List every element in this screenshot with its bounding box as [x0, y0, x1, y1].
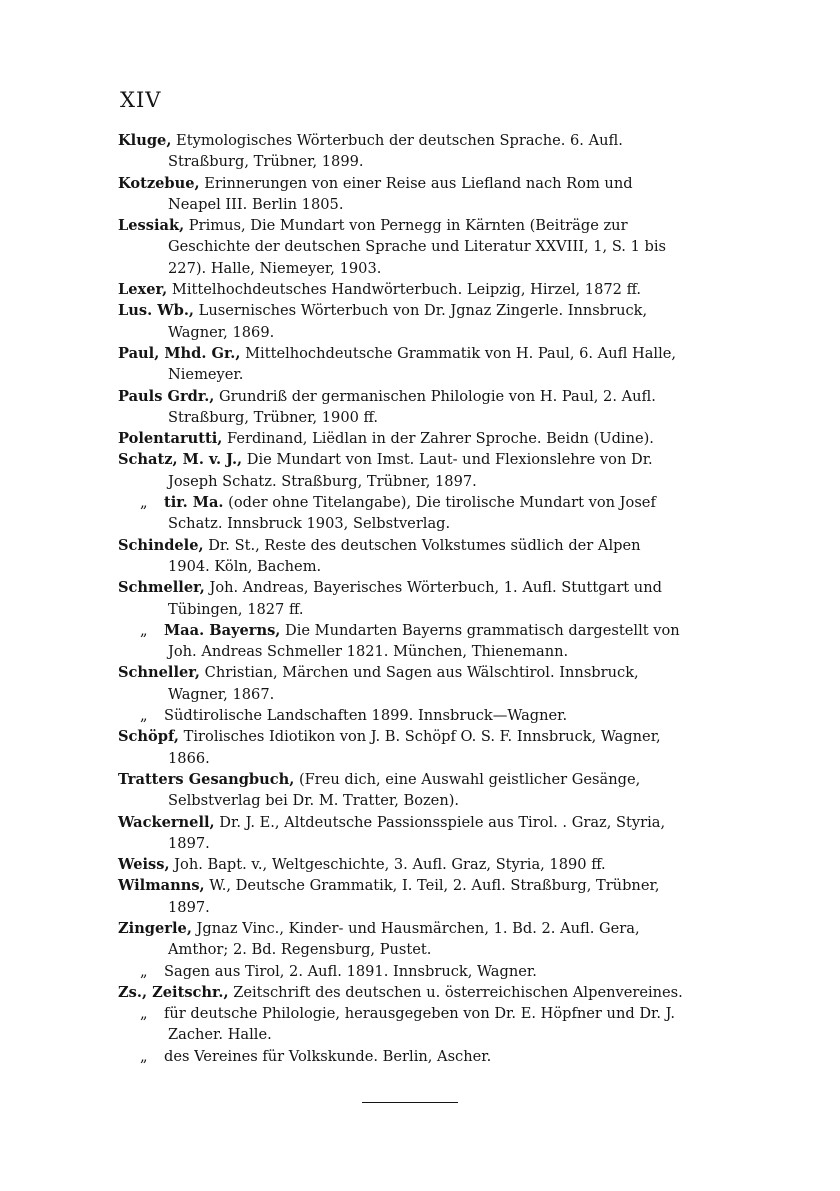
entry-text: Die Mundarten Bayerns grammatisch dargestellt von Joh. Andreas Schmeller 1821. München, Thienemann. — [168, 621, 680, 661]
bibliography-entry — [118, 875, 684, 918]
bibliography-entry — [118, 705, 684, 726]
entry-heading: Kluge, — [118, 132, 172, 149]
entry-text: Christian, Märchen und Sagen aus Wälschtirol. Innsbruck, Wagner, 1867. — [168, 664, 639, 703]
entry-text: des Vereines für Volkskunde. Berlin, Ascher. — [164, 1047, 492, 1065]
bibliography-entry — [118, 173, 684, 216]
entry-text: Ferdinand, Liëdlan in der Zahrer Sproche. Beidn (Udine). — [222, 430, 654, 448]
entry-heading: Zingerle, — [118, 919, 192, 937]
ditto-mark: „ — [140, 494, 148, 512]
entry-text: (Freu dich, eine Auswahl geistlicher Gesänge, Selbstverlag bei Dr. M. Tratter, Bozen). — [168, 770, 641, 810]
entry-heading: Maa. Bayerns, — [164, 621, 281, 639]
closing-rule — [362, 1102, 458, 1103]
bibliography-entry — [118, 854, 684, 875]
ditto-mark: „ — [140, 707, 148, 725]
entry-text: Südtirolische Landschaften 1899. Innsbruck—Wagner. — [164, 707, 568, 725]
entry-text: Dr. J. E., Altdeutsche Passionsspiele aus Tirol. . Graz, Styria, 1897. — [168, 813, 666, 852]
entry-text: Jgnaz Vinc., Kinder- und Hausmärchen, 1. Bd. 2. Aufl. Gera, Amthor; 2. Bd. Regensburg, Pustet. — [168, 919, 640, 959]
bibliography-entry — [118, 961, 684, 982]
entry-text: W., Deutsche Grammatik, I. Teil, 2. Aufl. Straßburg, Trübner, 1897. — [168, 877, 660, 916]
entry-text: Die Mundart von Imst. Laut- und Flexionslehre von Dr. Joseph Schatz. Straßburg, Trübner, 1897. — [168, 451, 653, 490]
entry-text: Grundriß der germanischen Philologie von H. Paul, 2. Aufl. Straßburg, Trübner, 1900 ff. — [168, 387, 656, 426]
bibliography-entry — [118, 343, 684, 386]
bibliography-entry — [118, 449, 684, 492]
entry-text: Erinnerungen von einer Reise aus Liefland nach Rom und Neapel III. Berlin 1805. — [168, 174, 633, 213]
entry-text: Mittelhochdeutsches Handwörterbuch. Leipzig, Hirzel, 1872 ff. — [167, 281, 642, 299]
entry-text: Dr. St., Reste des deutschen Volkstumes südlich der Alpen 1904. Köln, Bachem. — [168, 536, 641, 575]
ditto-mark: „ — [140, 621, 148, 639]
bibliography-entry — [118, 620, 684, 663]
bibliography-entry — [118, 982, 684, 1003]
entry-heading: Zs., Zeitschr., — [118, 983, 229, 1001]
entry-text: Joh. Bapt. v., Weltgeschichte, 3. Aufl. Graz, Styria, 1890 ff. — [169, 856, 606, 874]
entry-heading: Tratters Gesangbuch, — [118, 770, 295, 788]
entry-text: Joh. Andreas, Bayerisches Wörterbuch, 1. Aufl. Stuttgart und Tübingen, 1827 ff. — [168, 579, 662, 618]
bibliography-entry — [118, 662, 684, 705]
bibliography-entry — [118, 386, 684, 429]
entry-heading: Wilmanns, — [118, 877, 205, 895]
entry-heading: Wackernell, — [118, 813, 215, 831]
entry-heading: Polentarutti, — [118, 430, 223, 448]
entry-text: Tirolisches Idiotikon von J. B. Schöpf O. S. F. Innsbruck, Wagner, 1866. — [168, 728, 661, 767]
ditto-mark: „ — [140, 1005, 148, 1023]
bibliography-entry — [118, 300, 684, 343]
entry-heading: Schindele, — [118, 536, 204, 554]
entry-heading: Lessiak, — [118, 217, 185, 235]
entry-heading: Lexer, — [118, 281, 168, 299]
ditto-mark: „ — [140, 1047, 148, 1065]
entry-heading: Paul, Mhd. Gr., — [118, 344, 241, 362]
entry-text: Etymologisches Wörterbuch der deutschen Sprache. 6. Aufl. Straßburg, Trübner, 1899. — [168, 132, 623, 171]
entry-heading: Schmeller, — [118, 579, 205, 597]
page-number: XIV — [120, 88, 162, 112]
entry-heading: Weiss, — [118, 856, 170, 874]
entry-text: Mittelhochdeutsche Grammatik von H. Paul, 6. Aufl Halle, Niemeyer. — [168, 344, 677, 384]
bibliography-entry — [118, 918, 684, 961]
entry-heading: Pauls Grdr., — [118, 387, 215, 405]
bibliography-entry — [118, 279, 684, 300]
bibliography-list — [118, 130, 684, 1067]
bibliography-entry — [118, 1003, 684, 1046]
entry-heading: Schneller, — [118, 664, 201, 682]
bibliography-entry — [118, 428, 684, 449]
entry-text: Sagen aus Tirol, 2. Aufl. 1891. Innsbruck, Wagner. — [164, 962, 537, 980]
bibliography-entry — [118, 535, 684, 578]
entry-heading: Schatz, M. v. J., — [118, 451, 243, 469]
bibliography-entry — [118, 577, 684, 620]
bibliography-entry — [118, 769, 684, 812]
ditto-mark: „ — [140, 962, 148, 980]
entry-heading: Schöpf, — [118, 728, 180, 746]
bibliography-entry — [118, 812, 684, 855]
entry-text: Lusernisches Wörterbuch von Dr. Jgnaz Zingerle. Innsbruck, Wagner, 1869. — [168, 302, 648, 341]
bibliography-entry — [118, 215, 684, 279]
bibliography-entry — [118, 130, 684, 173]
entry-text: Zeitschrift des deutschen u. österreichischen Alpenvereines. — [228, 983, 683, 1001]
entry-text: (oder ohne Titelangabe), Die tirolische Mundart von Josef Schatz. Innsbruck 1903, Selbstverlag. — [168, 494, 656, 533]
entry-text: Primus, Die Mundart von Pernegg in Kärnten (Beiträge zur Geschichte der deutschen Sprache und Literatur XXVIII, 1, S. 1 bis 227). Halle, Niemeyer, 1903. — [168, 217, 666, 277]
entry-heading: tir. Ma. — [164, 494, 224, 512]
entry-heading: Kotzebue, — [118, 174, 200, 192]
entry-heading: Lus. Wb., — [118, 302, 195, 320]
bibliography-entry — [118, 726, 684, 769]
entry-text: für deutsche Philologie, herausgegeben von Dr. E. Höpfner und Dr. J. Zacher. Halle. — [164, 1005, 676, 1044]
bibliography-entry — [118, 1046, 684, 1067]
bibliography-entry — [118, 492, 684, 535]
